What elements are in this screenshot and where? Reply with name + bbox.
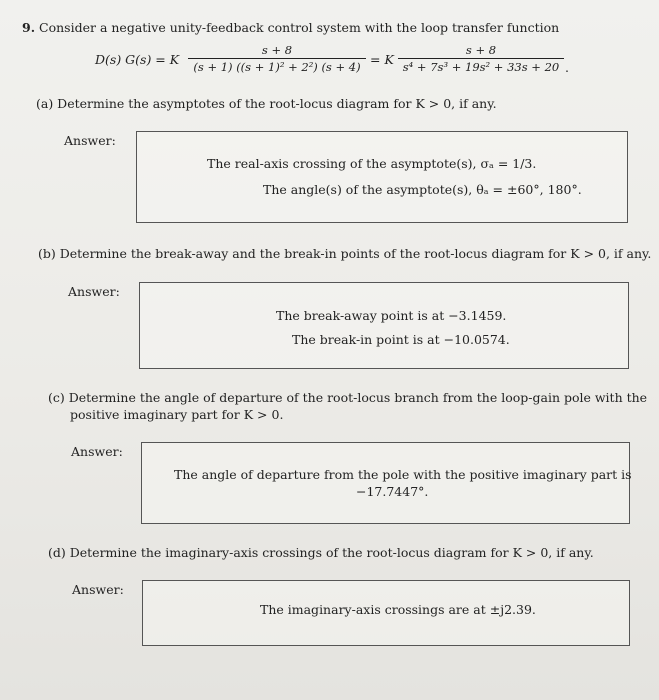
problem-statement-line bbox=[22, 20, 559, 36]
tf-fraction-2-denominator: s⁴ + 7s³ + 19s² + 33s + 20 bbox=[402, 60, 560, 74]
tf-period: . bbox=[565, 60, 569, 75]
part-d-answer-label: Answer: bbox=[72, 582, 124, 597]
tf-fraction-2-numerator: s + 8 bbox=[465, 43, 497, 57]
part-c-question-line-2: positive imaginary part for K > 0. bbox=[70, 407, 284, 422]
part-d-answer-line-1: The imaginary-axis crossings are at ±j2.39. bbox=[260, 602, 536, 617]
part-b-answer-label: Answer: bbox=[68, 284, 120, 299]
problem-number: 9. bbox=[22, 20, 36, 35]
part-b-answer-line-1: The break-away point is at −3.1459. bbox=[276, 308, 507, 323]
tf-fraction-1 bbox=[188, 43, 366, 74]
part-a-answer-line-1: The real-axis crossing of the asymptote(s), σₐ = 1/3. bbox=[207, 156, 537, 171]
part-c-answer-box bbox=[141, 442, 630, 524]
part-b-question: (b) Determine the break-away and the break-in points of the root-locus diagram for K > 0, if any. bbox=[38, 246, 652, 261]
part-b-answer-line-2: The break-in point is at −10.0574. bbox=[292, 332, 510, 347]
tf-fraction-1-numerator: s + 8 bbox=[261, 43, 293, 57]
tf-lhs: D(s) G(s) = K bbox=[95, 52, 180, 67]
part-c-answer-line-2: −17.7447°. bbox=[356, 484, 429, 499]
tf-fraction-1-denominator: (s + 1) ((s + 1)² + 2²) (s + 4) bbox=[193, 60, 361, 74]
part-c-question-line-1: (c) Determine the angle of departure of the root-locus branch from the loop-gain pole with the bbox=[48, 390, 648, 405]
tf-equals: = K bbox=[370, 52, 394, 67]
part-a-question: (a) Determine the asymptotes of the root-locus diagram for K > 0, if any. bbox=[36, 96, 497, 111]
problem-statement: Consider a negative unity-feedback control system with the loop transfer function bbox=[39, 20, 560, 35]
part-d-question: (d) Determine the imaginary-axis crossings of the root-locus diagram for K > 0, if any. bbox=[48, 545, 594, 560]
part-a-answer-box bbox=[136, 131, 628, 223]
part-c-answer-label: Answer: bbox=[71, 444, 123, 459]
tf-fraction-2 bbox=[398, 43, 564, 74]
part-a-answer-label: Answer: bbox=[64, 133, 116, 148]
fraction-bar bbox=[188, 58, 366, 59]
part-c-answer-line-1: The angle of departure from the pole with the positive imaginary part is bbox=[174, 467, 632, 482]
fraction-bar bbox=[398, 58, 564, 59]
part-b-answer-box bbox=[139, 282, 629, 369]
part-a-answer-line-2: The angle(s) of the asymptote(s), θₐ = ±60°, 180°. bbox=[263, 182, 582, 197]
